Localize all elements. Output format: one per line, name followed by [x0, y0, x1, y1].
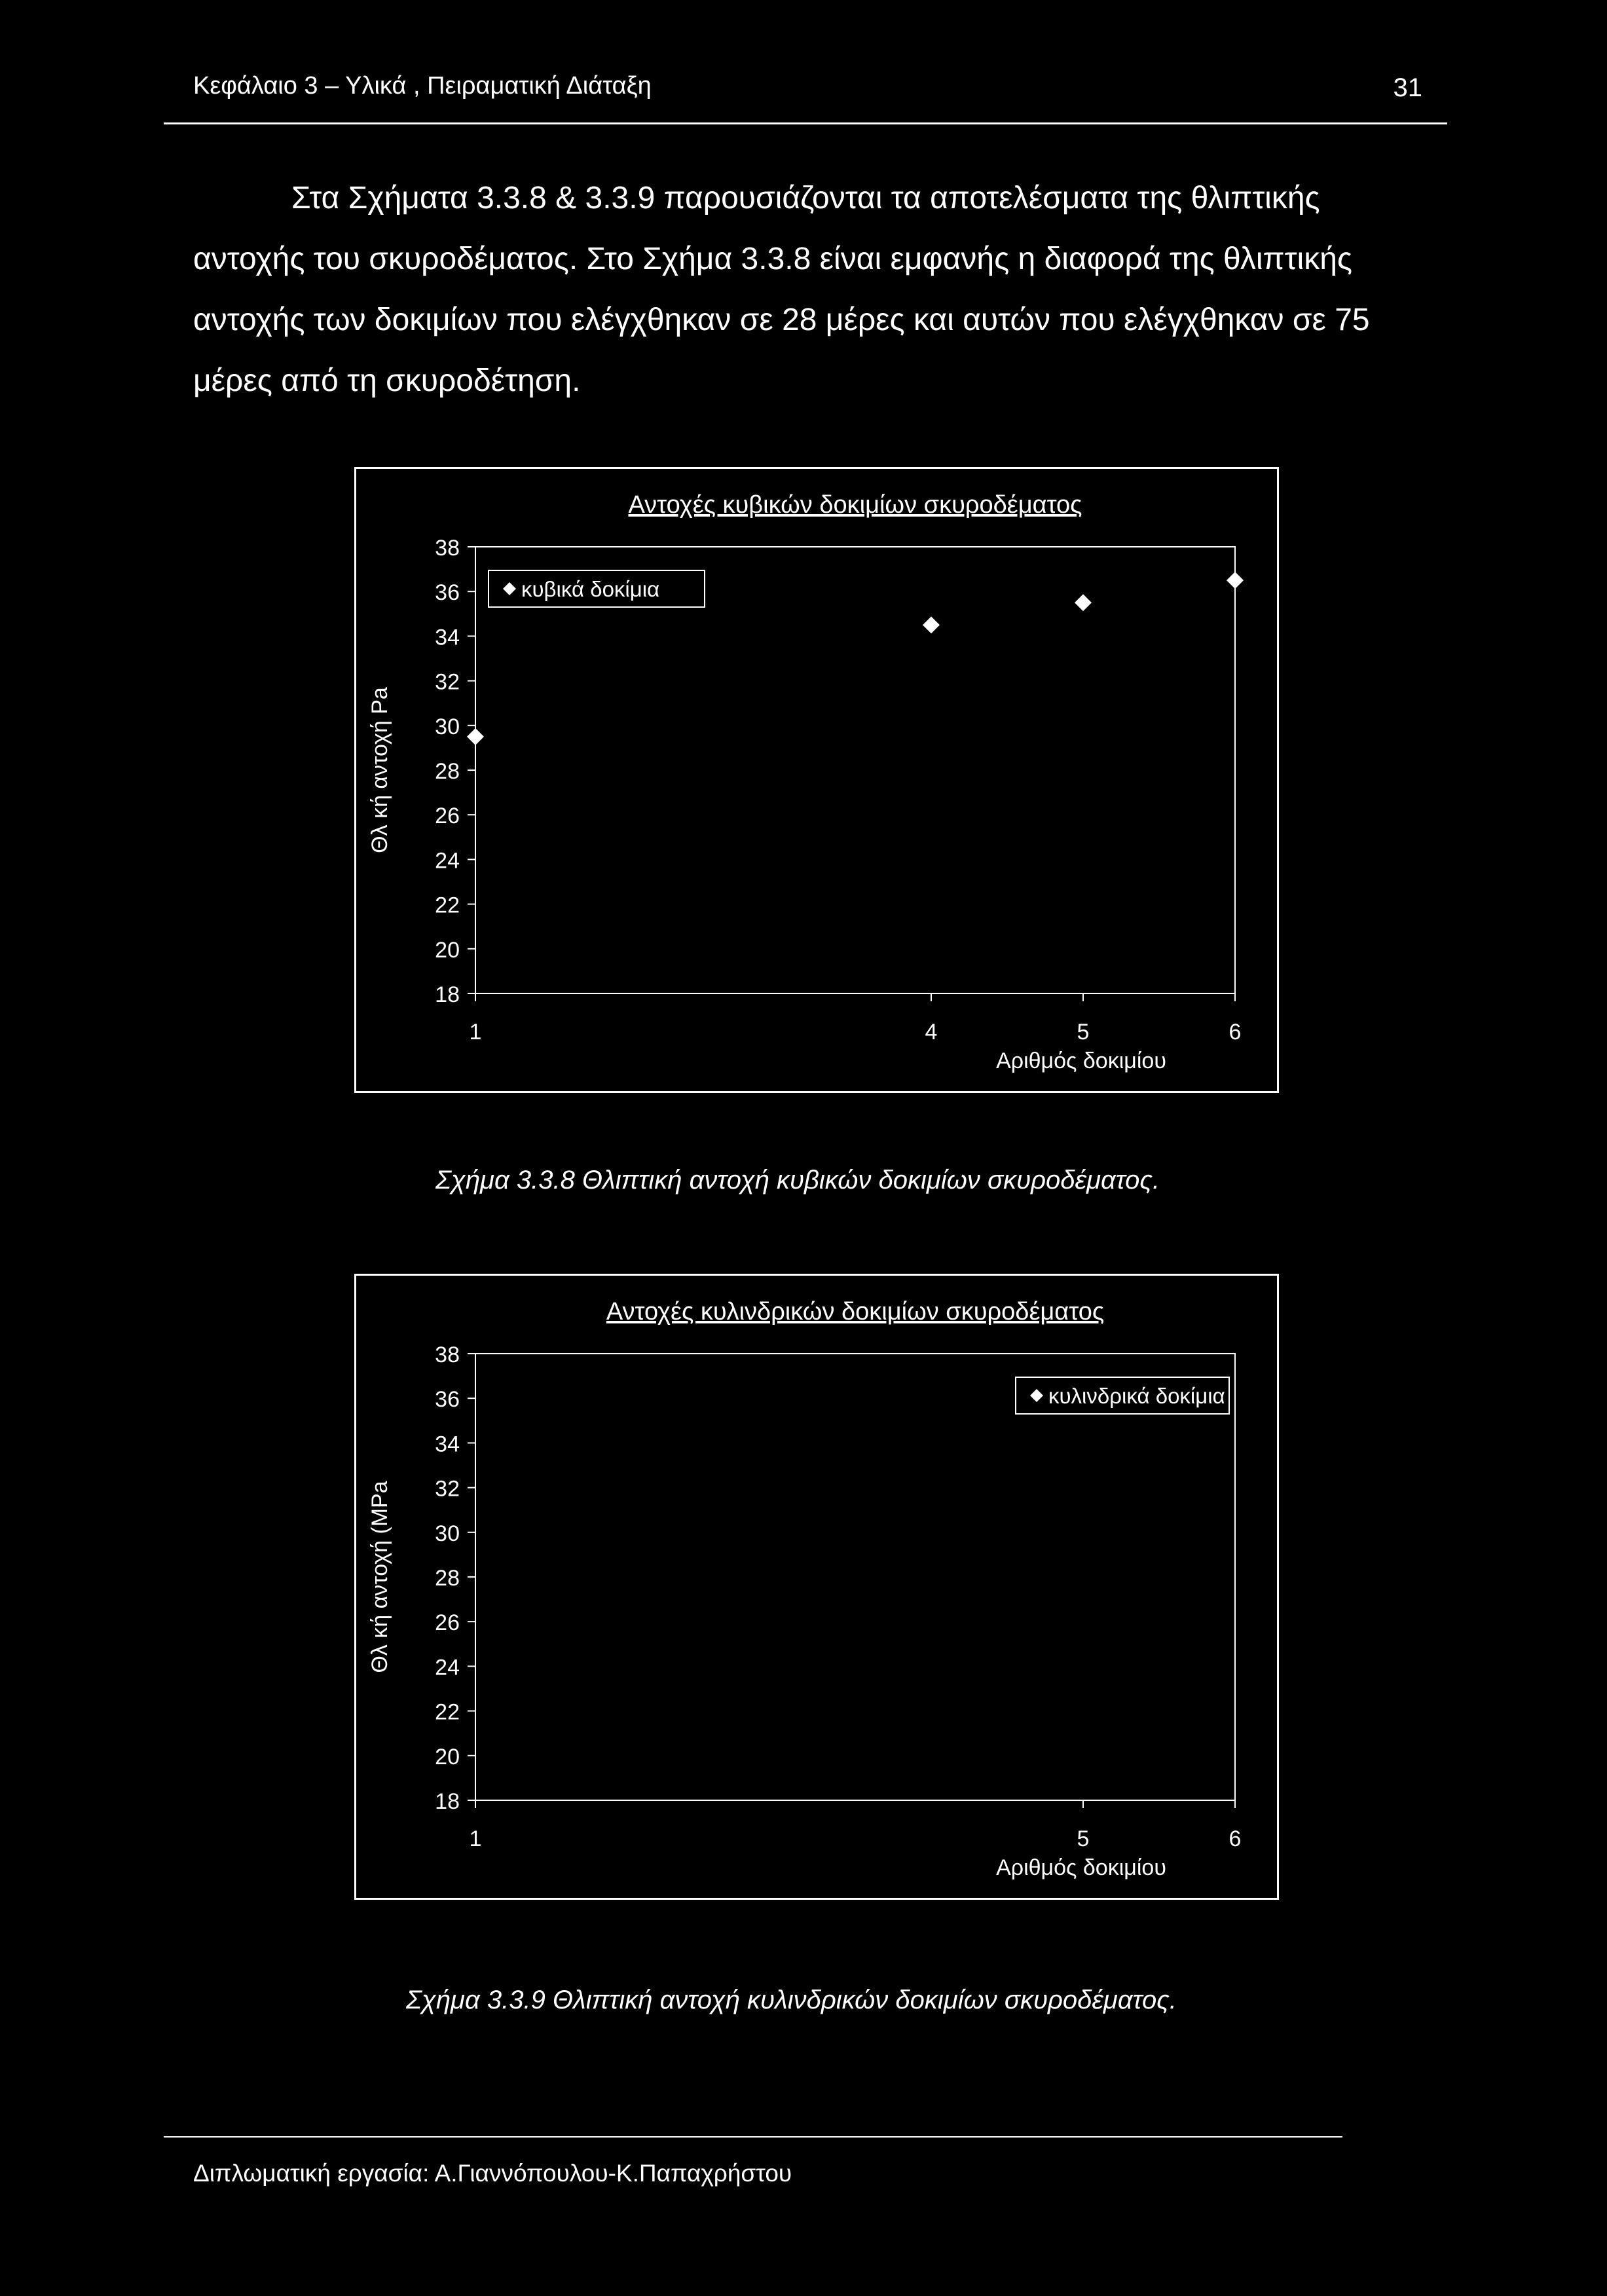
y-tick-label: 24: [435, 848, 460, 874]
legend-label: κυβικά δοκίμια: [521, 577, 660, 601]
y-tick-label: 26: [435, 804, 460, 829]
chart-frame: [356, 1275, 1278, 1899]
y-tick-label: 38: [435, 1342, 460, 1367]
legend-marker: [503, 582, 516, 595]
footer-rule: [164, 2136, 1342, 2138]
x-tick-label: 1: [469, 1020, 482, 1045]
page-number: 31: [1393, 73, 1422, 102]
x-tick-label: 6: [1228, 1826, 1242, 1851]
y-tick-label: 20: [435, 1744, 460, 1769]
paragraph-line: Στα Σχήματα 3.3.8 & 3.3.9 παρουσιάζονται τα αποτελέσματα της θλιπτικής: [291, 181, 1320, 215]
plot-area: [475, 1354, 1235, 1800]
x-tick-label: 5: [1077, 1020, 1090, 1045]
x-tick-label: 6: [1228, 1020, 1242, 1045]
y-tick-label: 36: [435, 580, 460, 606]
y-tick-label: 32: [435, 669, 460, 695]
x-tick-label: 5: [1077, 1826, 1090, 1851]
footer-text: Διπλωματική εργασία: Α.Γιαννόπουλου-Κ.Παπαχρήστου: [193, 2160, 792, 2187]
data-point: [467, 728, 484, 745]
legend-marker: [1030, 1389, 1043, 1402]
y-tick-label: 24: [435, 1655, 460, 1680]
running-header: Κεφάλαιο 3 – Υλικά , Πειραματική Διάταξη: [193, 72, 652, 100]
y-tick-label: 28: [435, 759, 460, 784]
y-axis-label: Θλ κή αντοχή (MPa: [367, 1481, 392, 1673]
x-tick-label: 1: [469, 1826, 482, 1851]
y-tick-label: 36: [435, 1387, 460, 1413]
y-tick-label: 38: [435, 536, 460, 561]
y-tick-label: 18: [435, 1789, 460, 1814]
body-paragraph: [193, 168, 1457, 411]
chart-title: Αντοχές κυβικών δοκιμίων σκυροδέματος: [628, 491, 1082, 519]
x-tick-label: 4: [925, 1020, 938, 1045]
y-tick-label: 32: [435, 1476, 460, 1502]
x-axis-label: Αριθμός δοκιμίου: [996, 1048, 1166, 1073]
data-point: [923, 616, 940, 633]
plot-area: [475, 547, 1235, 993]
paragraph-line: αντοχής του σκυροδέματος. Στο Σχήμα 3.3.8 είναι εμφανής η διαφορά της θλιπτικής: [193, 242, 1353, 276]
y-tick-label: 22: [435, 1699, 460, 1725]
legend-label: κυλινδρικά δοκίμια: [1048, 1384, 1225, 1408]
chart-cubic-strength: [354, 467, 1279, 1093]
y-axis-label: Θλ κή αντοχή Pa: [367, 687, 392, 853]
figure-caption-3-3-9: Σχήμα 3.3.9 Θλιπτική αντοχή κυλινδρικών δοκιμίων σκυροδέματος.: [406, 1986, 1177, 2014]
chart-title: Αντοχές κυλινδρικών δοκιμίων σκυροδέματος: [606, 1298, 1105, 1325]
data-point: [1227, 572, 1244, 589]
figure-caption-3-3-8: Σχήμα 3.3.8 Θλιπτική αντοχή κυβικών δοκιμίων σκυροδέματος.: [435, 1166, 1160, 1194]
y-tick-label: 34: [435, 1432, 460, 1457]
x-axis-label: Αριθμός δοκιμίου: [996, 1855, 1166, 1880]
paragraph-line: αντοχής των δοκιμίων που ελέγχθηκαν σε 28 μέρες και αυτών που ελέγχθηκαν σε 75: [193, 303, 1370, 337]
y-tick-label: 28: [435, 1566, 460, 1591]
data-point: [1075, 594, 1092, 611]
y-tick-label: 18: [435, 982, 460, 1007]
y-tick-label: 30: [435, 1521, 460, 1546]
y-tick-label: 22: [435, 893, 460, 918]
y-tick-label: 26: [435, 1610, 460, 1636]
paragraph-line: μέρες από τη σκυροδέτηση.: [193, 363, 581, 398]
chart-cylinder-strength: [354, 1274, 1279, 1900]
y-tick-label: 30: [435, 714, 460, 739]
header-rule: [164, 122, 1447, 124]
y-tick-label: 20: [435, 937, 460, 963]
y-tick-label: 34: [435, 625, 460, 650]
chart-frame: [356, 468, 1278, 1092]
